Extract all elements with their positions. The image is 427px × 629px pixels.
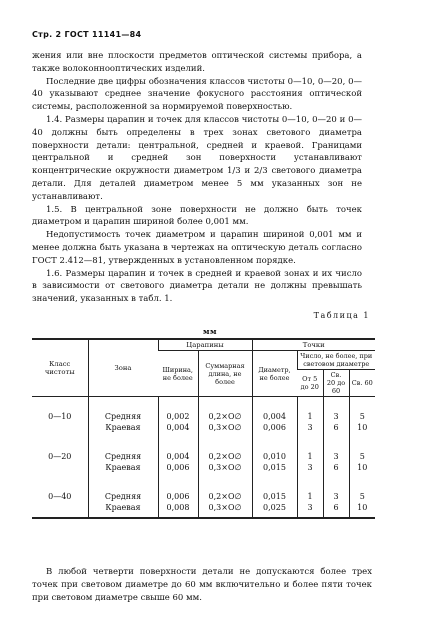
cell-diameter — [252, 477, 297, 518]
paragraph: 1.4. Размеры царапин и точек для классов чистоты 0—10, 0—20 и 0—40 должны быть определены в трех зонах светового диаметра поверхности детали: центральной, средней и краевой. Границами центральной и средней зон поверхности устанавливают концентрические окружности диаметром 1/3 и 2/3 светового диаметра детали. Для деталей диаметром менее 5 мм указанных зон не устанавливают. — [32, 114, 362, 202]
cell-value: 5 — [359, 492, 365, 501]
cell-count — [297, 477, 323, 518]
cell-count — [297, 397, 323, 438]
cell-value: 0,006 — [166, 492, 190, 501]
cell-zone — [88, 437, 158, 477]
cell-value: 3 — [333, 412, 339, 421]
cell-length — [198, 397, 252, 438]
body-text — [32, 50, 362, 306]
paragraph: Недопустимость точек диаметром и царапин шириной 0,001 мм и менее должна быть указана в чертежах на оптическую деталь согласно ГОСТ 2.412—81, утвержденных в установленном порядке. — [32, 230, 362, 266]
col-d1: От 5 до 20 — [297, 370, 323, 397]
cell-value: 5 — [359, 412, 365, 421]
table-caption: Таблица 1 — [313, 311, 370, 320]
cell-value: 0,3×O∅ — [208, 503, 242, 512]
cell-class: 0—40 — [32, 477, 88, 518]
col-d3: Св. 60 — [349, 370, 375, 397]
paragraph: жения или вне плоскости предметов оптической системы прибора, а также волоконнооптических изделий. — [32, 51, 362, 74]
page-header: Стр. 2 ГОСТ 11141—84 — [32, 30, 142, 39]
cell-value: 0,008 — [166, 503, 190, 512]
data-table — [32, 338, 375, 519]
cell-zone-mid: Средняя — [104, 452, 142, 461]
cell-class: 0—20 — [48, 452, 72, 461]
cell-count — [323, 477, 349, 518]
cell-width — [158, 437, 198, 477]
col-scratches: Царапины — [158, 339, 252, 351]
table-units: мм — [203, 327, 218, 336]
table-row — [32, 437, 375, 477]
cell-value: 3 — [333, 492, 339, 501]
cell-value: 6 — [333, 503, 339, 512]
cell-zone — [88, 477, 158, 518]
cell-value: 3 — [307, 503, 313, 512]
cell-count — [349, 437, 375, 477]
cell-count — [349, 477, 375, 518]
cell-zone-mid: Средняя — [104, 412, 142, 421]
cell-value: 0,002 — [166, 412, 190, 421]
cell-count — [297, 437, 323, 477]
cell-value: 1 — [307, 492, 313, 501]
col-diameter: Диаметр, не более — [252, 351, 297, 397]
cell-value: 0,004 — [166, 452, 190, 461]
cell-diameter — [252, 437, 297, 477]
paragraph: 1.5. В центральной зоне поверхности не должно быть точек диаметром и царапин шириной более 0,001 мм. — [32, 204, 362, 228]
footer-paragraph: В любой четверти поверхности детали не допускаются более трех точек при световом диаметре до 60 мм включительно и более пяти точек при световом диаметре свыше 60 мм. — [32, 567, 372, 603]
cell-diameter — [252, 397, 297, 438]
cell-value: 0,010 — [263, 452, 286, 461]
col-width: Ширина, не более — [158, 351, 198, 397]
col-class: Класс чистоты — [32, 339, 88, 397]
table-row — [32, 477, 375, 518]
col-d2: Св. 20 до 60 — [323, 370, 349, 397]
cell-value: 0,004 — [166, 423, 190, 432]
cell-value: 10 — [357, 423, 368, 432]
cell-value: 0,2×O∅ — [208, 492, 242, 501]
cell-zone-edge: Краевая — [105, 463, 141, 472]
cell-zone — [88, 397, 158, 438]
paragraph: Последние две цифры обозначения классов чистоты 0—10, 0—20, 0—40 указывают среднее значение фокусного расстояния оптической системы, расположенной за нормируемой поверхностью. — [32, 76, 362, 113]
cell-width — [158, 477, 198, 518]
paragraph: 1.6. Размеры царапин и точек в средней и краевой зонах и их число в зависимости от светового диаметра детали не должны превышать значений, указанных в табл. 1. — [32, 268, 362, 305]
cell-zone-edge: Краевая — [105, 423, 141, 432]
cell-zone-edge: Краевая — [105, 503, 141, 512]
cell-value: 10 — [357, 503, 368, 512]
cell-value: 0,015 — [263, 492, 286, 501]
cell-zone-mid: Средняя — [104, 492, 142, 501]
cell-value: 0,006 — [166, 463, 190, 472]
cell-length — [198, 477, 252, 518]
table-row — [32, 397, 375, 438]
col-points: Точки — [252, 339, 375, 351]
cell-value: 3 — [333, 452, 339, 461]
cell-value: 0,3×O∅ — [208, 423, 242, 432]
cell-class: 0—10 — [48, 412, 72, 421]
cell-value: 0,025 — [263, 503, 286, 512]
cell-value: 3 — [307, 463, 313, 472]
cell-value: 6 — [333, 463, 339, 472]
col-total-length: Суммарная длина, не более — [198, 351, 252, 397]
cell-value: 1 — [307, 452, 313, 461]
cell-value: 1 — [307, 412, 313, 421]
cell-width — [158, 397, 198, 438]
cell-value: 3 — [307, 423, 313, 432]
cell-value: 6 — [333, 423, 339, 432]
cell-value: 5 — [359, 452, 365, 461]
cell-value: 10 — [357, 463, 368, 472]
cell-value: 0,015 — [263, 463, 286, 472]
col-count-group: Число, не более, при световом диаметре — [297, 351, 375, 370]
cell-value: 0,3×O∅ — [208, 463, 242, 472]
cell-count — [323, 397, 349, 438]
cell-value: 0,2×O∅ — [208, 452, 242, 461]
cell-value: 0,006 — [263, 423, 286, 432]
col-zone: Зона — [88, 339, 158, 397]
cell-length — [198, 437, 252, 477]
cell-value: 0,004 — [263, 412, 286, 421]
cell-count — [323, 437, 349, 477]
cell-value: 0,2×O∅ — [208, 412, 242, 421]
cell-count — [349, 397, 375, 438]
